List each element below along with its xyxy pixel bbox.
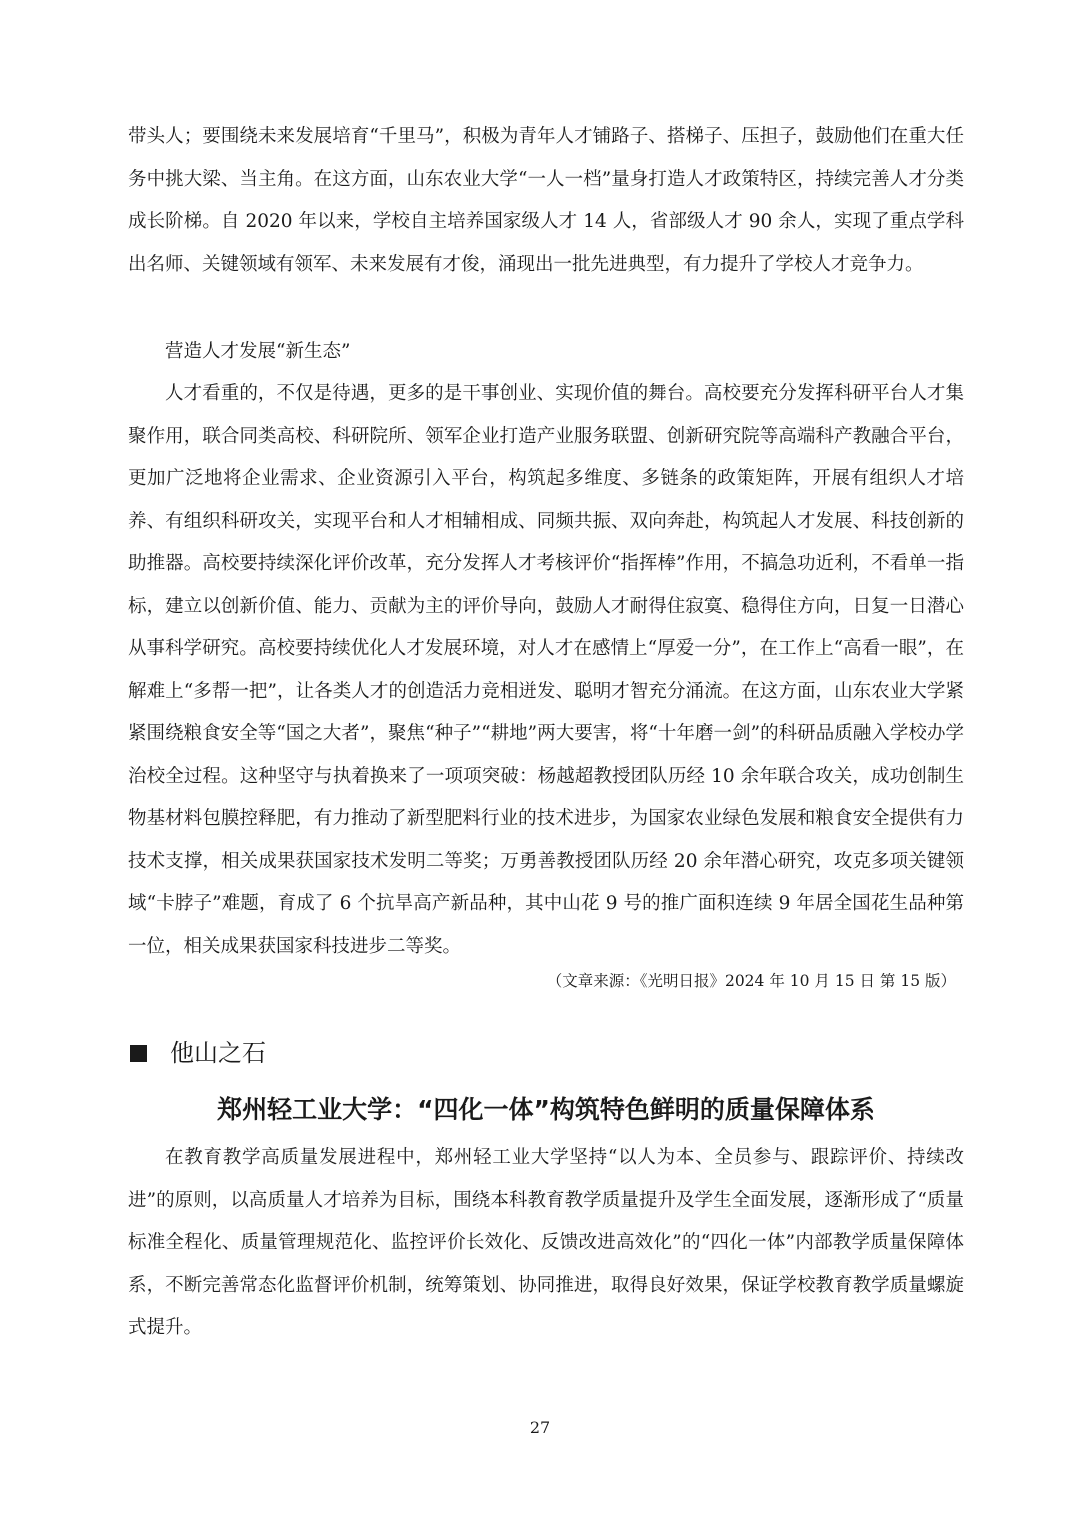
body-paragraph: 人才看重的，不仅是待遇，更多的是干事创业、实现价值的舞台。高校要充分发挥科研平台人才集聚作用，联合同类高校、科研院所、领军企业打造产业服务联盟、创新研究院等高端科产教融合平台，更加广泛地将企业需求、企业资源引入平台，构筑起多维度、多链条的政策矩阵，开展有组织人才培养、有组织科研攻关，实现平台和人才相辅相成、同频共振、双向奔赴，构筑起人才发展、科技创新的助推器。高校要持续深化评价改革，充分发挥人才考核评价“指挥棒”作用，不搞急功近利，不看单一指标，建立以创新价值、能力、贡献为主的评价导向，鼓励人才耐得住寂寞、稳得住方向，日复一日潜心从事科学研究。高校要持续优化人才发展环境，对人才在感情上“厚爱一分”，在工作上“高看一眼”，在解难上“多帮一把”，让各类人才的创造活力竞相迸发、聪明才智充分涌流。在这方面，山东农业大学紧紧围绕粮食安全等“国之大者”，聚焦“种子”“耕地”两大要害，将“十年磨一剑”的科研品质融入学校办学治校全过程。这种坚守与执着换来了一项项突破：杨越超教授团队历经 10 余年联合攻关，成功创制生物基材料包膜控释肥，有力推动了新型肥料行业的技术进步，为国家农业绿色发展和粮食安全提供有力技术支撑，相关成果获国家技术发明二等奖；万勇善教授团队历经 20 余年潜心研究，攻克多项关键领域“卡脖子”难题，育成了 6 个抗旱高产新品种，其中山花 9 号的推广面积连续 9 年居全国花生品种第一位，相关成果获国家科技进步二等奖。 <box>128 383 964 957</box>
section-header <box>130 1033 266 1073</box>
source-citation: （文章来源：《光明日报》2024 年 10 月 15 日 第 15 版） <box>546 972 956 990</box>
page-number: 27 <box>529 1418 551 1437</box>
body-paragraph: 带头人；要围绕未来发展培育“千里马”，积极为青年人才铺路子、搭梯子、压担子，鼓励他们在重大任务中挑大梁、当主角。在这方面，山东农业大学“一人一档”量身打造人才政策特区，持续完善人才分类成长阶梯。自 2020 年以来，学校自主培养国家级人才 14 人，省部级人才 90 余人，实现了重点学科出名师、关键领域有领军、未来发展有才俊，涌现出一批先进典型，有力提升了学校人才竞争力。 <box>128 126 964 275</box>
article-title: 郑州轻工业大学：“四化一体”构筑特色鲜明的质量保障体系 <box>217 1095 875 1124</box>
body-paragraph: 在教育教学高质量发展进程中，郑州轻工业大学坚持“以人为本、全员参与、跟踪评价、持续改进”的原则，以高质量人才培养为目标，围绕本科教育教学质量提升及学生全面发展，逐渐形成了“质量标准全程化、质量管理规范化、监控评价长效化、反馈改进高效化”的“四化一体”内部教学质量保障体系，不断完善常态化监督评价机制，统筹策划、协同推进，取得良好效果，保证学校教育教学质量螺旋式提升。 <box>128 1147 964 1338</box>
square-bullet-icon <box>130 1045 147 1062</box>
subheading: 营造人才发展“新生态” <box>165 341 351 362</box>
section-title: 他山之石 <box>170 1039 266 1067</box>
